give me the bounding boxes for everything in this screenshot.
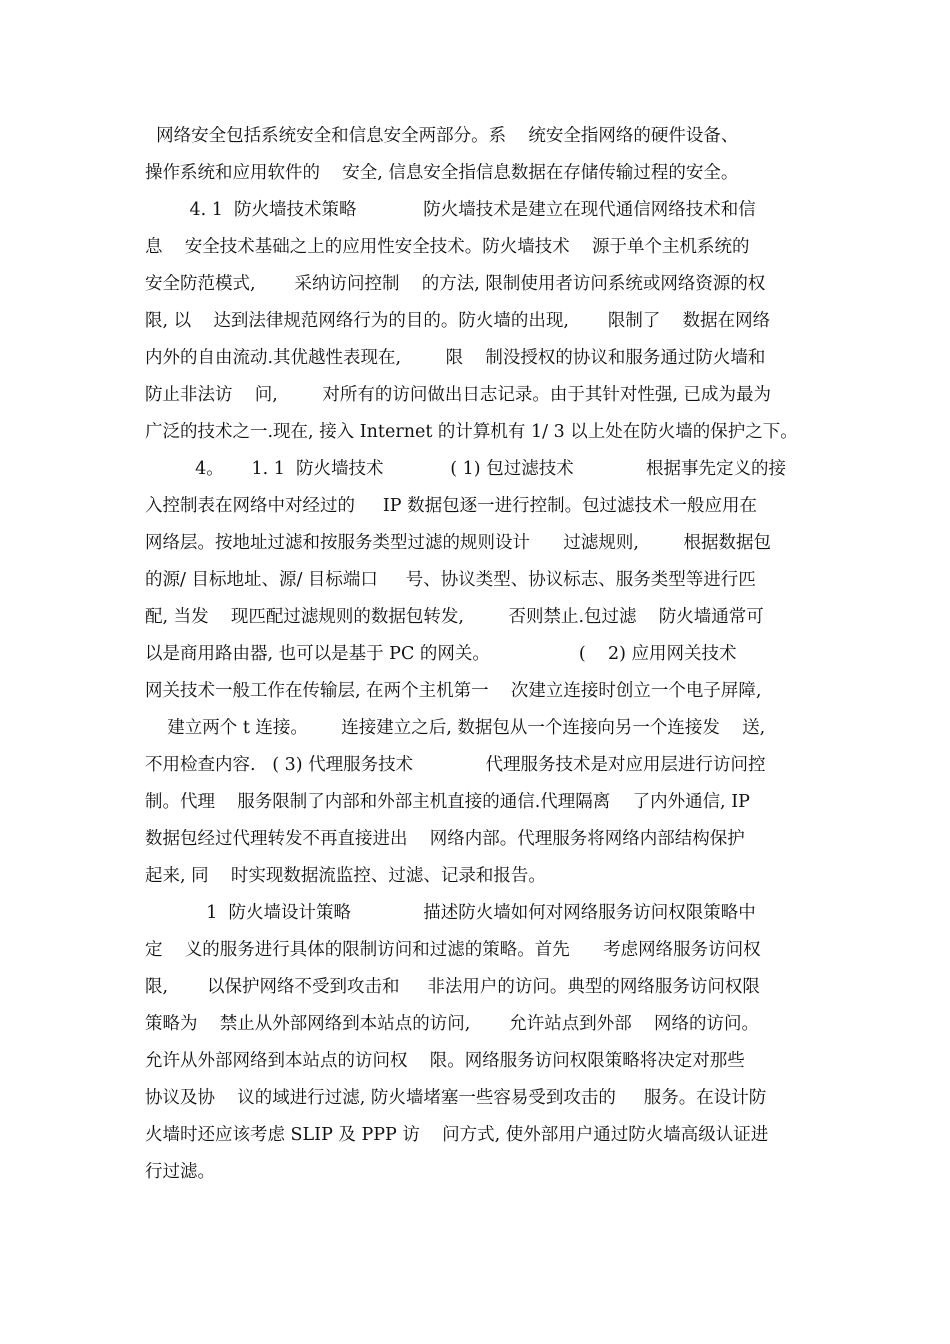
text-line: 数据包经过代理转发不再直接进出 网络内部。代理服务将网络内部结构保护 <box>145 829 745 849</box>
text-line: 火墙时还应该考虑 SLIP 及 PPP 访 问方式, 使外部用户通过防火墙高级认证进 <box>145 1125 769 1145</box>
text-line: 策略为 禁止从外部网络到本站点的访问, 允许站点到外部 网络的访问。 <box>145 1014 760 1034</box>
text-line: 允许从外部网络到本站点的访问权 限。网络服务访问权限策略将决定对那些 <box>145 1051 745 1071</box>
text-line: 制。代理 服务限制了内部和外部主机直接的通信.代理隔离 了内外通信, IP <box>145 792 750 812</box>
text-line: 网络安全包括系统安全和信息安全两部分。系 统安全指网络的硬件设备、 <box>145 126 739 146</box>
text-line: 内外的自由流动.其优越性表现在, 限 制没授权的协议和服务通过防火墙和 <box>145 348 766 368</box>
text-line: 防止非法访 问, 对所有的访问做出日志记录。由于其针对性强, 已成为最为 <box>145 385 771 405</box>
section-heading-line: 4。 1. 1 防火墙技术 ( 1) 包过滤技术 根据事先定义的接 <box>145 459 787 479</box>
text-line: 起来, 同 时实现数据流监控、过滤、记录和报告。 <box>145 866 546 886</box>
text-line: 不用检查内容. ( 3) 代理服务技术 代理服务技术是对应用层进行访问控 <box>145 755 766 775</box>
section-heading-line: 1 防火墙设计策略 描述防火墙如何对网络服务访问权限策略中 <box>145 903 756 923</box>
text-line: 限, 以 达到法律规范网络行为的目的。防火墙的出现, 限制了 数据在网络 <box>145 311 771 331</box>
text-line: 的源/ 目标地址、源/ 目标端口 号、协议类型、协议标志、服务类型等进行匹 <box>145 570 756 590</box>
text-line: 以是商用路由器, 也可以是基于 PC 的网关。 ( 2) 应用网关技术 <box>145 644 737 664</box>
text-line: 网关技术一般工作在传输层, 在两个主机第一 次建立连接时创立一个电子屏障, <box>145 681 762 701</box>
text-line: 限, 以保护网络不受到攻击和 非法用户的访问。典型的网络服务访问权限 <box>145 977 760 997</box>
text-line: 行过滤。 <box>145 1162 215 1182</box>
text-line: 配, 当发 现匹配过滤规则的数据包转发, 否则禁止.包过滤 防火墙通常可 <box>145 607 764 627</box>
text-line: 入控制表在网络中对经过的 IP 数据包逐一进行控制。包过滤技术一般应用在 <box>145 496 758 516</box>
text-line: 协议及协 议的域进行过滤, 防火墙堵塞一些容易受到攻击的 服务。在设计防 <box>145 1088 767 1108</box>
text-line: 操作系统和应用软件的 安全, 信息安全指信息数据在存储传输过程的安全。 <box>145 163 739 183</box>
text-line: 定 义的服务进行具体的限制访问和过滤的策略。首先 考虑网络服务访问权 <box>145 940 761 960</box>
section-heading-line: 4. 1 防火墙技术策略 防火墙技术是建立在现代通信网络技术和信 <box>145 200 756 220</box>
text-line: 广泛的技术之一.现在, 接入 Internet 的计算机有 1/ 3 以上处在防火墙的保护之下。 <box>145 422 798 442</box>
text-line: 建立两个 t 连接。 连接建立之后, 数据包从一个连接向另一个连接发 送, <box>145 718 766 738</box>
text-line: 息 安全技术基础之上的应用性安全技术。防火墙技术 源于单个主机系统的 <box>145 237 750 257</box>
text-line: 网络层。按地址过滤和按服务类型过滤的规则设计 过滤规则, 根据数据包 <box>145 533 771 553</box>
text-line: 安全防范模式, 采纳访问控制 的方法, 限制使用者访问系统或网络资源的权 <box>145 274 766 294</box>
